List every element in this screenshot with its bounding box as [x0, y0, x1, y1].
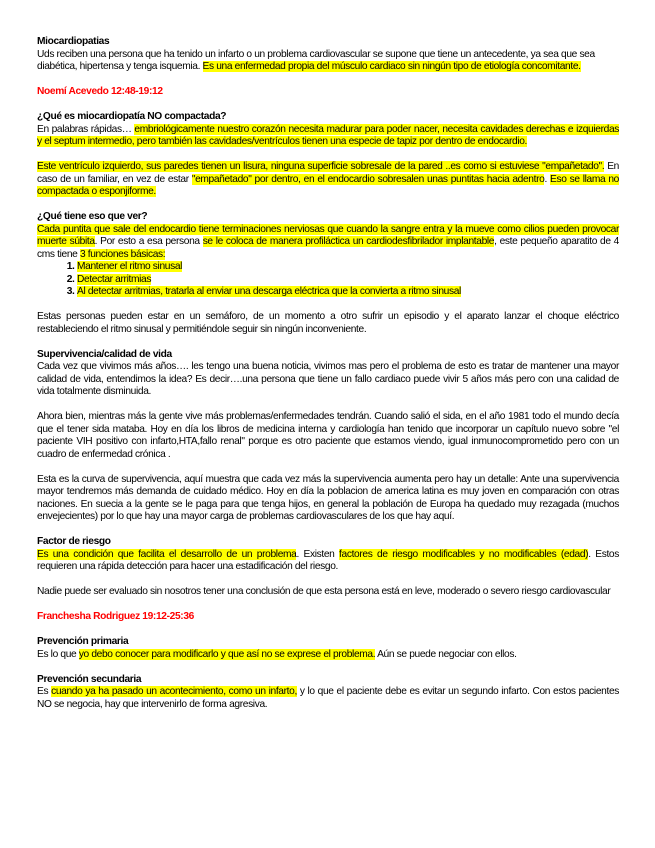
paragraph-factor — [37, 549, 619, 574]
heading-prevencion-secundaria: Prevención secundaria — [37, 673, 142, 685]
highlight: yo debo conocer para modificarlo y que así no se exprese el problema. — [78, 648, 376, 660]
paragraph-embriologia — [37, 124, 619, 149]
highlight: cuando ya ha pasado un acontecimiento, como un infarto, — [51, 686, 297, 697]
heading-prevencion-primaria: Prevención primaria — [37, 636, 129, 647]
highlight: Mantener el ritmo sinusal — [77, 261, 183, 272]
text: . Estos requieren una rápida detección para hacer una estadificación del riesgo. — [37, 548, 619, 572]
paragraph-evaluado: Nadie puede ser evaluado sin nosotros tener una conclusión de que esta persona está en leve, moderado o severo riesgo cardiovascular — [37, 586, 611, 597]
highlight: 3 funciones básicas: — [79, 248, 166, 260]
document-page — [37, 36, 619, 724]
highlight: factores de riesgo modificables y no modificables (edad) — [339, 548, 589, 560]
highlight: Es una enfermedad propia del músculo cardiaco sin ningún tipo de etiología concomitante. — [202, 61, 581, 72]
heading-que-tiene: ¿Qué tiene eso que ver? — [37, 211, 148, 222]
heading-no-compactada: ¿Qué es miocardiopatía NO compactada? — [37, 111, 227, 122]
text: . Por esto a esa persona — [94, 236, 203, 247]
speaker-label: Franchesha Rodriguez 19:12-25:36 — [37, 611, 194, 622]
highlight: Detectar arritmias — [77, 273, 152, 285]
paragraph-secundaria — [37, 686, 619, 711]
highlight: Cada puntita que sale del endocardio tiene terminaciones nerviosas que cuando la sangre entra y la mueve como cilios pueden provocar muerte súbita — [37, 223, 619, 247]
text: . Existen — [296, 548, 340, 560]
paragraph-puntitas — [37, 224, 619, 262]
heading-miocardiopatias: Miocardiopatias — [37, 36, 110, 47]
paragraph-calidad: Cada vez que vivimos más años…. les tengo una buena noticia, vivimos mas pero el problema de esto es tratar de mantener una mayor calidad de vida, entendimos la idea? Es decir….una persona que tiene un fallo cardiaco puede vivir 5 años más pero con una calidad de vida totalmente disminuida. — [37, 361, 619, 397]
text: Es — [37, 686, 52, 697]
text: Aún se puede negociar con ellos. — [375, 648, 517, 660]
paragraph-intro — [37, 49, 619, 74]
text: . — [544, 173, 551, 185]
paragraph-ventriculo — [37, 161, 619, 199]
text: En caso de un familiar, en vez de estar — [37, 161, 619, 185]
highlight: Este ventrículo izquierdo, sus paredes tienen un lisura, ninguna superficie sobresale de la pared ..es como si estuviese "empañetado". — [37, 161, 605, 172]
heading-factor-riesgo: Factor de riesgo — [37, 536, 111, 547]
functions-list — [37, 261, 619, 299]
text: En palabras rápidas… — [37, 123, 135, 135]
paragraph-semaforo: Estas personas pueden estar en un semáforo, de un momento a otro sufrir un episodio y el aparato lanzar el choque eléctrico restableciendo el ritmo sinusal y permitiéndole seguir sin ningún inconveniente. — [37, 311, 619, 335]
paragraph-sida: Ahora bien, mientras más la gente vive más problemas/enfermedades tendrán. Cuando salió el sida, en el año 1981 todo el mundo decía que el tener sida mataba. Hoy en día los libros de medicina interna y cardiología han tenido que incorporar un capítulo nuevo sobre "el paciente VIH positivo con infarto,HTA,fallo renal" porque es otro paciente que estamos viendo, igual inmunocomprometido pero con un cuadro de enfermedad crónica . — [37, 411, 619, 460]
text: Es lo que — [37, 648, 79, 660]
highlight: "empañetado" por dentro, en el endocardio sobresalen unas puntitas hacia adentro — [191, 173, 545, 185]
paragraph-primaria — [37, 649, 619, 662]
highlight: se le coloca de manera profiláctica un cardiodesfibrilador implantable — [202, 236, 495, 247]
list-item — [77, 261, 619, 274]
highlight: Al detectar arritmias, tratarla al enviar una descarga eléctrica que la convierta a ritmo sinusal — [77, 286, 461, 297]
text: y lo que el paciente debe es evitar un segundo infarto. Con estos pacientes NO se negocia, hay que intervenirlo de forma agresiva. — [37, 686, 620, 710]
list-item — [77, 286, 619, 299]
highlight: embriológicamente nuestro corazón necesita madurar para poder nacer, necesita cavidades derechas e izquierdas y el septum intermedio, pero también las cavidades/ventrículos tienen una especie de tapiz por dentro de endocardio. — [37, 123, 619, 147]
heading-supervivencia: Supervivencia/calidad de vida — [37, 348, 172, 360]
paragraph-curva: Esta es la curva de supervivencia, aquí muestra que cada vez más la supervivencia aumenta pero hay un detalle: Ante una supervivencia mayor tendremos más demanda de cuidado médico. Hoy en día la poblacion de america latina es muy joven en comparación con otras naciones. En suecia a la gente se le paga para que tenga hijos, en general la población de Europa ha quedado muy rezagada (muchos envejecientes) por lo que hay una mayor carga de problemas cardiovasculares de los que hay aquí. — [37, 473, 619, 522]
list-item — [77, 274, 619, 287]
text: , este pequeño aparatito de 4 cms tiene — [37, 236, 619, 260]
speaker-label: Noemí Acevedo 12:48-19:12 — [37, 86, 163, 97]
highlight: Eso se llama no compactada o esponjiforme. — [37, 173, 619, 197]
text: Uds reciben una persona que ha tenido un infarto o un problema cardiovascular se supone que tiene un antecedente, ya sea que sea diabética, hipertensa y tenga isquemia. — [37, 48, 595, 72]
highlight: Es una condición que facilita el desarrollo de un problema — [37, 548, 297, 560]
